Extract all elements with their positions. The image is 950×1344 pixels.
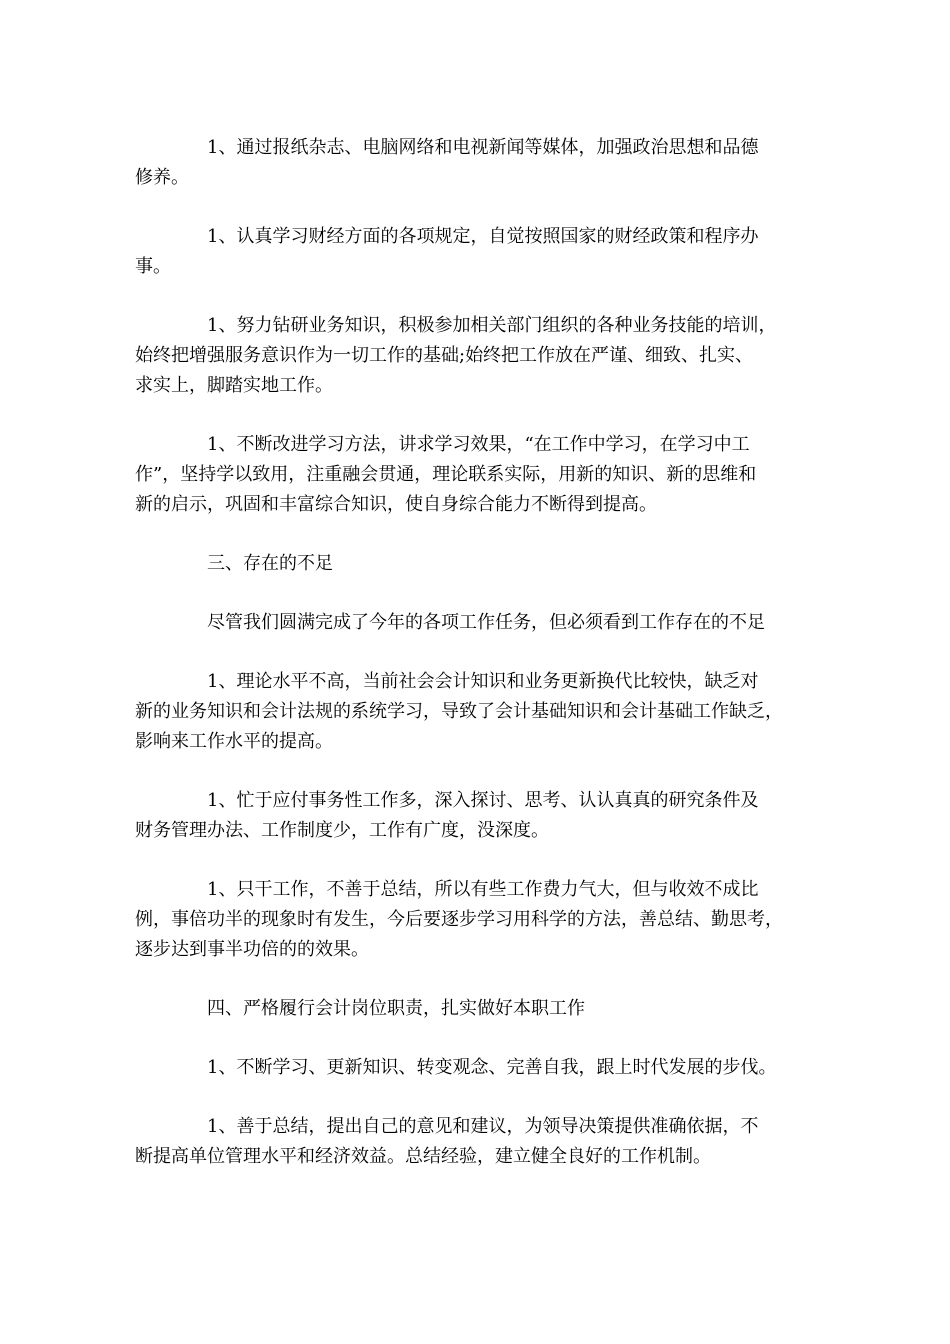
paragraph-h3 <box>135 549 817 579</box>
paragraph-p6 <box>135 667 817 757</box>
text-line: 1、不断改进学习方法，讲求学习效果，“在工作中学习，在学习中工 <box>207 434 750 455</box>
text-line: 作”，坚持学以致用，注重融会贯通，理论联系实际，用新的知识、新的思维和 <box>135 464 757 485</box>
text-line: 求实上，脚踏实地工作。 <box>135 375 333 396</box>
text-line: 三、存在的不足 <box>207 553 333 574</box>
paragraph-h4 <box>135 994 817 1024</box>
paragraph-p10 <box>135 1112 817 1172</box>
text-line: 1、理论水平不高，当前社会会计知识和业务更新换代比较快，缺乏对 <box>207 671 759 692</box>
text-line: 逐步达到事半功倍的的效果。 <box>135 939 369 960</box>
paragraph-p2 <box>135 222 817 282</box>
text-line: 新的启示，巩固和丰富综合知识，使自身综合能力不断得到提高。 <box>135 494 657 515</box>
paragraph-p7 <box>135 786 817 846</box>
text-line: 1、只干工作，不善于总结，所以有些工作费力气大，但与收效不成比 <box>207 879 759 900</box>
text-line: 1、努力钻研业务知识，积极参加相关部门组织的各种业务技能的培训， <box>207 315 777 336</box>
paragraph-p3 <box>135 311 817 401</box>
text-line: 1、认真学习财经方面的各项规定，自觉按照国家的财经政策和程序办 <box>207 226 759 247</box>
paragraph-p8 <box>135 875 817 965</box>
text-line: 1、忙于应付事务性工作多，深入探讨、思考、认认真真的研究条件及 <box>207 790 759 811</box>
text-line: 例，事倍功半的现象时有发生，今后要逐步学习用科学的方法，善总结、勤思考， <box>135 909 783 930</box>
text-line: 1、通过报纸杂志、电脑网络和电视新闻等媒体，加强政治思想和品德 <box>207 137 759 158</box>
paragraph-p1 <box>135 133 817 193</box>
text-line: 1、善于总结，提出自己的意见和建议，为领导决策提供准确依据，不 <box>207 1116 759 1137</box>
paragraph-p5 <box>135 608 817 638</box>
text-line: 断提高单位管理水平和经济效益。总结经验，建立健全良好的工作机制。 <box>135 1146 711 1167</box>
text-line: 新的业务知识和会计法规的系统学习，导致了会计基础知识和会计基础工作缺乏， <box>135 701 783 722</box>
text-line: 四、严格履行会计岗位职责，扎实做好本职工作 <box>207 998 585 1019</box>
text-line: 修养。 <box>135 167 189 188</box>
text-line: 影响来工作水平的提高。 <box>135 731 333 752</box>
text-line: 财务管理办法、工作制度少，工作有广度，没深度。 <box>135 820 549 841</box>
document-body <box>135 133 817 1201</box>
text-line: 事。 <box>135 256 171 277</box>
text-line: 始终把增强服务意识作为一切工作的基础;始终把工作放在严谨、细致、扎实、 <box>135 345 754 366</box>
text-line: 1、不断学习、更新知识、转变观念、完善自我，跟上时代发展的步伐。 <box>207 1057 777 1078</box>
paragraph-p4 <box>135 430 817 520</box>
text-line: 尽管我们圆满完成了今年的各项工作任务，但必须看到工作存在的不足 <box>207 612 765 633</box>
paragraph-p9 <box>135 1053 817 1083</box>
